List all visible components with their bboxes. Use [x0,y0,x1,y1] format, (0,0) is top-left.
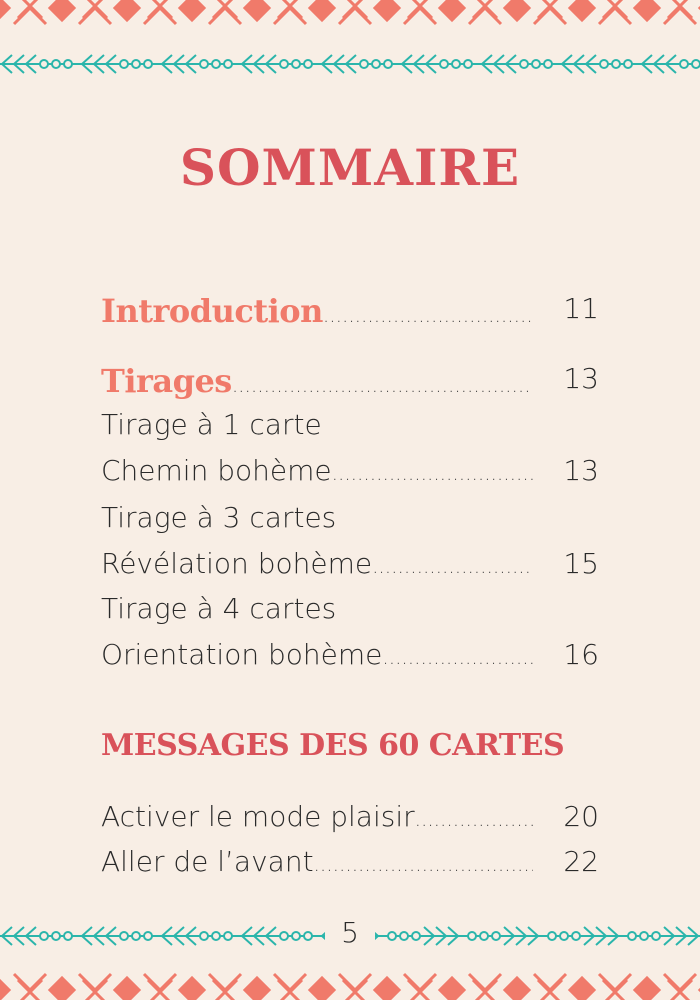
toc-label: Tirage à 3 cartes [101,501,337,534]
toc-entry [101,547,599,580]
toc-label: Chemin bohème [101,454,332,487]
toc-entry [101,638,599,671]
bottom-geometric-border [0,966,700,1000]
toc-entry [101,454,599,487]
page-number: 5 [341,916,359,949]
toc-label: Tirages [101,362,232,400]
toc-label: Tirage à 4 cartes [101,592,337,625]
leader-dots [382,645,533,669]
leader-dots [372,554,533,578]
toc-entry [101,362,599,400]
leader-dots [232,373,533,397]
toc-page: 13 [563,454,599,487]
toc-entry [101,845,599,878]
toc-page: 13 [563,362,599,395]
leader-dots [415,807,533,831]
toc-page: 16 [563,638,599,671]
toc-label: Orientation bohème [101,638,383,671]
toc-label: Aller de l’avant [101,845,314,878]
page-title: SOMMAIRE [179,138,521,197]
toc-entry [101,292,599,330]
toc-entry [101,501,599,534]
toc-label: Tirage à 1 carte [101,408,322,441]
toc-label: Introduction [101,292,323,330]
toc-page: 11 [563,292,599,325]
toc-page: 20 [563,800,599,833]
top-arrow-border [0,52,700,76]
toc-entry [101,800,599,833]
toc-entry [101,408,599,441]
leader-dots [323,303,533,327]
leader-dots [314,852,533,876]
toc-page: 22 [563,845,599,878]
top-geometric-border [0,0,700,32]
toc-label: Révélation bohème [101,547,373,580]
toc-page: 15 [563,547,599,580]
toc-entry [101,592,599,625]
section-heading: MESSAGES DES 60 CARTES [101,728,565,763]
leader-dots [332,461,533,485]
toc-label: Activer le mode plaisir [101,800,415,833]
